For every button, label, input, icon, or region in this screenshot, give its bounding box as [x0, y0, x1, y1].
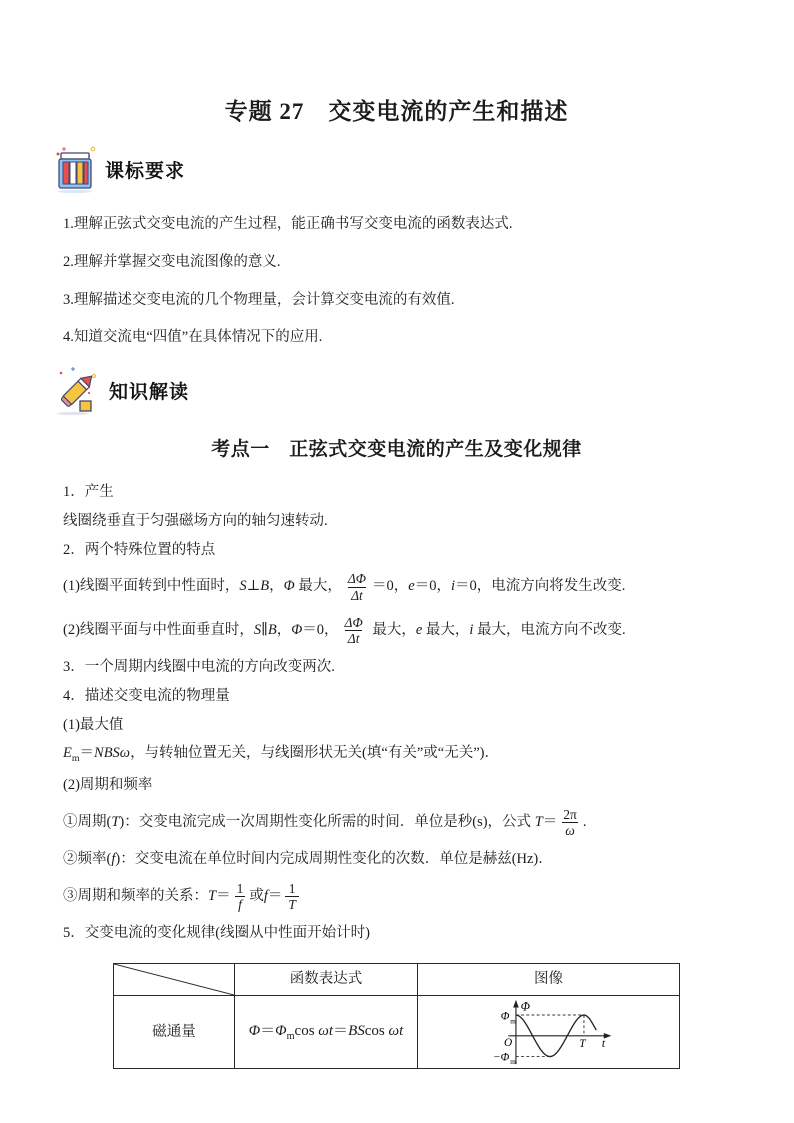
curriculum-item: 3.理解描述交变电流的几个物理量，会计算交变电流的有效值.	[63, 291, 455, 308]
text-segment: ＝	[260, 1022, 276, 1039]
math-segment: f	[263, 888, 268, 905]
text-segment: ，	[276, 621, 292, 638]
subscript: m	[71, 753, 80, 765]
fraction-numerator: 2π	[563, 807, 577, 823]
point-4: 4．描述交变电流的物理量	[63, 687, 230, 704]
math-segment: i	[469, 621, 474, 638]
math-segment: Φ	[248, 1022, 261, 1039]
math-segment: ωt	[318, 1022, 334, 1039]
point-1-label: 1．产生	[63, 483, 114, 500]
frequency-line	[63, 850, 730, 869]
text-segment: )：交变电流在单位时间内完成周期性变化的次数．单位是赫兹(Hz)．	[115, 851, 553, 868]
text-segment: .	[582, 813, 587, 830]
fraction-numerator: 1	[236, 881, 244, 897]
fraction	[234, 881, 247, 912]
text-segment: ①周期(	[63, 813, 112, 830]
fraction	[285, 881, 299, 912]
fraction	[560, 807, 580, 838]
text-segment: 最大，电流方向不改变.	[473, 621, 626, 638]
text-segment: (1)线圈平面转到中性面时，	[63, 578, 240, 595]
topic-heading: 考点一 正弦式交变电流的产生及变化规律	[211, 439, 582, 461]
text-segment: cos	[364, 1022, 389, 1039]
knowledge-section-header	[53, 366, 730, 420]
fraction-numerator: ΔΦ	[344, 614, 363, 630]
math-segment: S∥B	[253, 621, 277, 638]
period-freq-label: (2)周期和频率	[63, 777, 153, 794]
knowledge-body	[63, 438, 730, 1069]
text-segment: )：交变电流完成一次周期性变化所需的时间．单位是秒(s)，公式	[119, 813, 535, 830]
text-segment: 最大，	[422, 621, 470, 638]
text-segment: ③周期和频率的关系：	[63, 888, 208, 905]
point-5: 5．交变电流的变化规律(线圈从中性面开始计时)	[63, 925, 370, 942]
book-box-icon	[53, 143, 99, 201]
text-segment: ＝	[542, 813, 558, 830]
point-3: 3．一个周期内线圈中电流的方向改变两次.	[63, 658, 335, 675]
text-segment: ＝	[216, 888, 231, 905]
text-segment: ＝	[79, 745, 95, 762]
curriculum-section-header	[53, 145, 730, 199]
fraction	[345, 571, 369, 602]
diagonal-header-cell	[114, 964, 235, 996]
text-segment: 最大，	[368, 621, 416, 638]
flux-formula	[235, 996, 418, 1069]
flux-time-graph	[475, 998, 623, 1066]
fraction	[342, 615, 366, 646]
knowledge-heading: 知识解读	[109, 381, 190, 403]
origin-label: O	[503, 1037, 512, 1050]
fraction-denominator: T	[285, 896, 299, 912]
math-segment: f	[111, 851, 116, 868]
subscript: m	[286, 1030, 295, 1042]
period-label: T	[578, 1038, 586, 1051]
math-segment: T	[111, 813, 120, 830]
point-1-text: 线圈绕垂直于匀强磁场方向的轴匀速转动.	[63, 512, 328, 529]
point-2-case-2	[63, 615, 730, 646]
diagonal-line	[114, 964, 234, 995]
math-segment: i	[450, 578, 455, 595]
column-header-graph: 图像	[418, 964, 680, 996]
text-segment: 或	[249, 888, 264, 905]
relation-line	[63, 881, 730, 912]
math-segment: BS	[348, 1022, 365, 1039]
y-axis-label: Φ	[520, 999, 530, 1014]
curriculum-item: 1.理解正弦式交变电流的产生过程，能正确书写交变电流的函数表达式.	[63, 215, 513, 232]
curriculum-heading: 课标要求	[105, 160, 186, 182]
y-min-subscript: m	[509, 1058, 516, 1067]
text-segment: ＝0，电流方向将发生改变.	[455, 578, 626, 595]
text-segment: (2)线圈平面与中性面垂直时，	[63, 621, 254, 638]
math-segment: T	[534, 813, 543, 830]
math-segment: Φ	[275, 1022, 287, 1039]
math-segment: E	[63, 745, 72, 762]
text-segment: ＝0，	[302, 621, 339, 638]
math-segment: NBSω	[94, 745, 131, 762]
table-row	[114, 996, 680, 1069]
math-segment: ωt	[388, 1022, 404, 1039]
math-segment: e	[408, 578, 415, 595]
y-min-label: −Φ	[492, 1051, 509, 1064]
flux-graph-cell	[418, 996, 680, 1069]
text-segment: cos	[294, 1022, 319, 1039]
table-header-row	[114, 964, 680, 996]
row-label-flux: 磁通量	[114, 996, 235, 1069]
text-segment: ＝0，	[414, 578, 451, 595]
point-2-label: 2．两个特殊位置的特点	[63, 541, 216, 558]
math-segment: Φ	[291, 621, 303, 638]
fraction-denominator: Δt	[348, 587, 366, 603]
math-segment: Φ	[283, 578, 295, 595]
fraction-numerator: ΔΦ	[347, 571, 367, 587]
text-segment: ，与转轴位置无关，与线圈形状无关(填“有关”或“无关”)．	[130, 745, 499, 762]
text-segment: ②频率(	[63, 851, 112, 868]
math-segment: e	[415, 621, 423, 638]
x-axis-label: t	[601, 1038, 605, 1051]
max-value-line	[63, 744, 730, 766]
y-max-label: Φ	[500, 1010, 509, 1023]
curriculum-item: 4.知道交流电“四值”在具体情况下的应用.	[63, 329, 323, 346]
text-segment: 最大，	[294, 578, 342, 595]
text-segment: ＝0，	[372, 578, 409, 595]
fraction-numerator: 1	[288, 881, 296, 897]
curriculum-item: 2.理解并掌握交变电流图像的意义.	[63, 253, 281, 270]
text-segment: ＝	[267, 888, 283, 905]
text-segment: ，	[269, 578, 284, 595]
fraction-denominator: Δt	[345, 630, 363, 646]
math-segment: T	[208, 888, 217, 905]
page-title: 专题 27 交变电流的产生和描述	[224, 99, 569, 124]
column-header-formula: 函数表达式	[235, 964, 418, 996]
math-segment: S⊥B	[239, 578, 270, 595]
y-max-subscript: m	[509, 1017, 516, 1026]
flux-table	[113, 963, 680, 1069]
pencil-icon	[53, 363, 103, 423]
period-line	[63, 807, 730, 838]
point-2-case-1	[63, 571, 730, 602]
text-segment: ＝	[333, 1022, 349, 1039]
fraction-denominator: f	[235, 896, 245, 912]
fraction-denominator: ω	[562, 822, 578, 838]
max-value-label: (1)最大值	[63, 716, 124, 733]
